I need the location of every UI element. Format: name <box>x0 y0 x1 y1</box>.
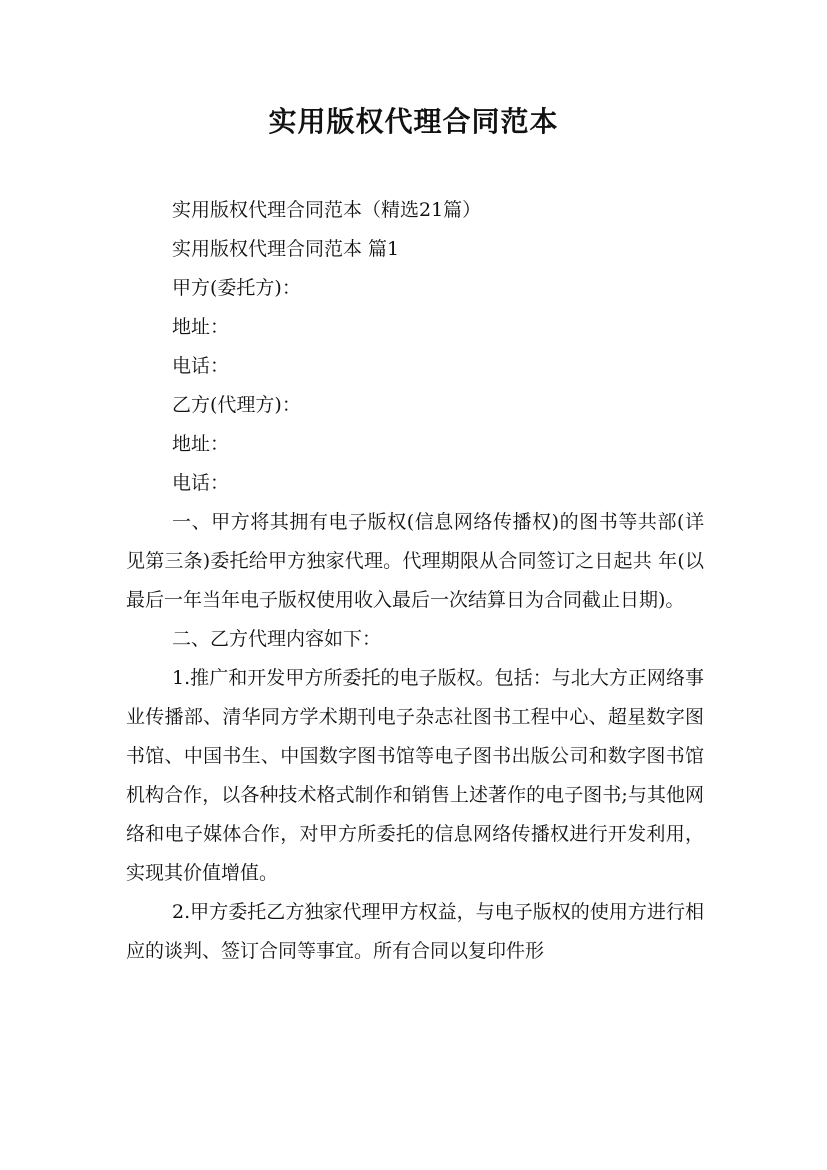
clause-two-item-1: 1.推广和开发甲方所委托的电子版权。包括：与北大方正网络事业传播部、清华同方学术期刊电子杂志社图书工程中心、超星数字图书馆、中国书生、中国数字图书馆等电子图书出版公司和数字图书馆机构合作，以各种技术格式制作和销售上述著作的电子图书;与其他网络和电子媒体合作，对甲方所委托的信息网络传播权进行开发利用，实现其价值增值。 <box>126 667 704 884</box>
party-a-label: 甲方(委托方)： <box>172 277 301 299</box>
clause-two-item-2: 2.甲方委托乙方独家代理甲方权益，与电子版权的使用方进行相应的谈判、签订合同等事宜。所有合同以复印件形 <box>126 901 704 962</box>
document-body <box>126 191 704 971</box>
party-b-phone: 电话： <box>172 472 230 494</box>
party-b-address: 地址： <box>172 433 230 455</box>
document-title: 实用版权代理合同范本 <box>268 105 559 138</box>
clause-two-heading: 二、乙方代理内容如下： <box>172 628 382 650</box>
party-a-address: 地址： <box>172 316 230 338</box>
doc-heading-selection: 实用版权代理合同范本（精选21篇） <box>172 199 482 221</box>
doc-heading-article: 实用版权代理合同范本 篇1 <box>172 238 400 260</box>
party-b-label: 乙方(代理方)： <box>172 394 301 416</box>
party-a-phone: 电话： <box>172 355 230 377</box>
clause-one: 一、甲方将其拥有电子版权(信息网络传播权)的图书等共部(详见第三条)委托给甲方独家代理。代理期限从合同签订之日起共 年(以最后一年当年电子版权使用收入最后一次结算日为合同截止日期)。 <box>126 511 704 611</box>
